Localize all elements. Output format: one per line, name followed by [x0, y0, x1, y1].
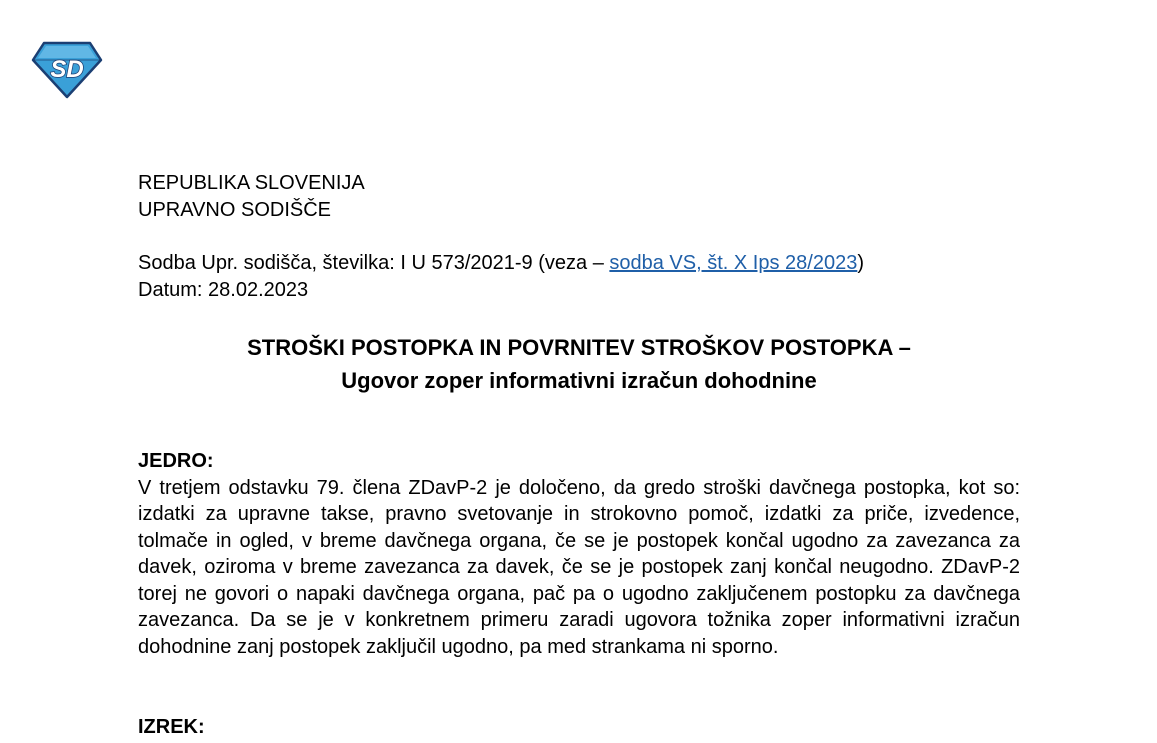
sd-diamond-logo-icon [30, 40, 104, 100]
document-title [138, 331, 1020, 397]
jedro-section [138, 448, 1020, 660]
svg-text:SD: SD [50, 56, 84, 83]
header-court: UPRAVNO SODIŠČE [138, 198, 331, 221]
citation-prefix: Sodba Upr. sodišča, številka: I U 573/2021-9 (veza – [138, 252, 610, 274]
izrek-heading: IZREK: [138, 716, 205, 738]
title-line-1: STROŠKI POSTOPKA IN POVRNITEV STROŠKOV POSTOPKA – [247, 335, 911, 360]
citation-date: Datum: 28.02.2023 [138, 278, 309, 301]
citation-block [138, 250, 1020, 303]
citation-suffix: ) [857, 252, 864, 274]
title-line-2: Ugovor zoper informativni izračun dohodnine [341, 368, 817, 393]
jedro-heading: JEDRO: [138, 450, 214, 472]
citation-line [138, 250, 1020, 277]
court-header [138, 170, 1020, 223]
header-republic: REPUBLIKA SLOVENIJA [138, 172, 365, 194]
related-judgment-link[interactable]: sodba VS, št. X Ips 28/2023 [609, 252, 858, 274]
jedro-paragraph: V tretjem odstavku 79. člena ZDavP-2 je določeno, da gredo stroški davčnega postopka, kot so: izdatki za upravne takse, pravno svetovanje in strokovno pomoč, izdatki za priče, izvedence, tolmače in ogled, v breme davčnega organa, če se je postopek končal ugodno za zavezanca za davek, oziroma v breme zavezanca za davek, če se je postopek zanj končal neugodno. ZDavP-2 torej ne govori o napaki davčnega organa, pač pa o ugodno zaključenem postopku za davčnega zavezanca. Da se je v konkretnem primeru zaradi ugovora tožnika zoper informativni izračun dohodnine zanj postopek zaključil ugodno, pa med strankama ni sporno. [138, 476, 1020, 658]
